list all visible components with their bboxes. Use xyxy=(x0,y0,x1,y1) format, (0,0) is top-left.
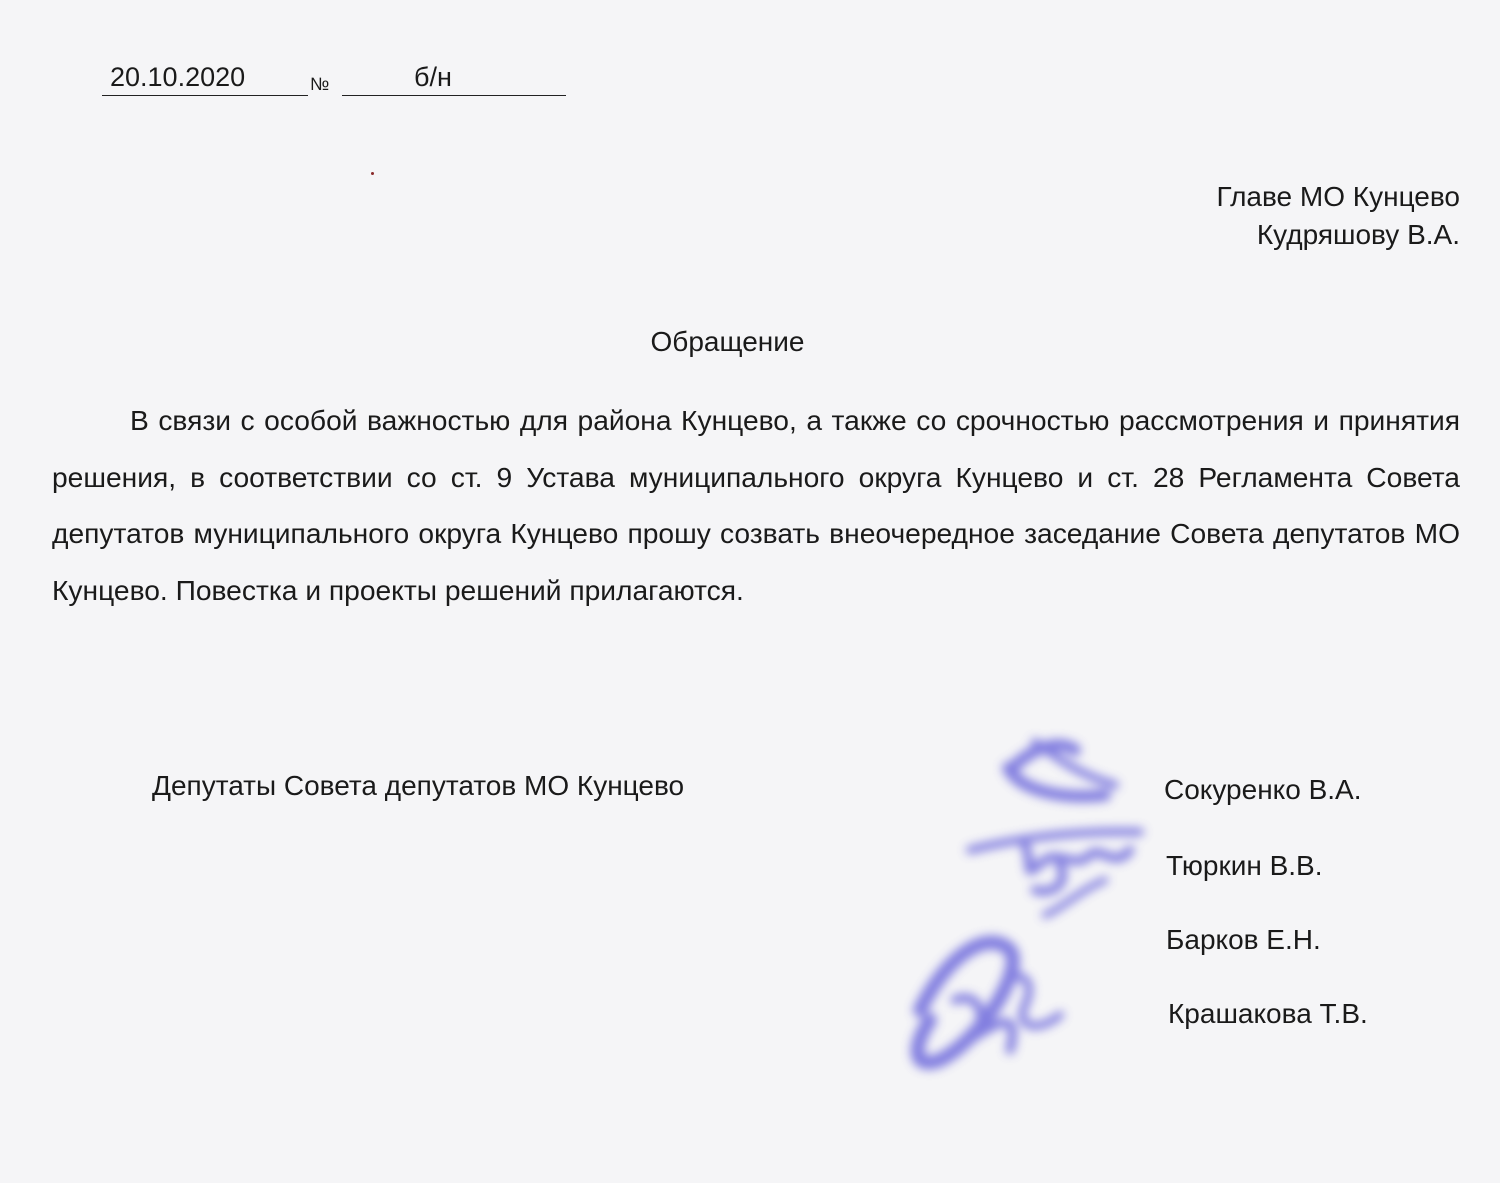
ink-speck xyxy=(371,172,374,175)
deputies-label: Депутаты Совета депутатов МО Кунцево xyxy=(152,770,685,801)
addressee-block xyxy=(1217,178,1461,254)
addressee-line-1: Главе МО Кунцево xyxy=(1216,181,1460,212)
signer-1: Сокуренко В.А. xyxy=(1164,774,1362,805)
signer-2: Тюркин В.В. xyxy=(1166,850,1323,881)
document-number: б/н xyxy=(342,58,566,96)
document-date: 20.10.2020 xyxy=(102,58,308,96)
document-body: В связи с особой важностью для района Кунцево, а также со срочностью рассмотрения и принятия решения, в соответствии со ст. 9 Устава муниципального округа Кунцево и ст. 28 Регламента Совета депутатов муниципального округа Кунцево прошу созвать внеочередное заседание Совета депутатов МО Кунцево. Повестка и проекты решений прилагаются. xyxy=(52,404,1460,606)
document-title: Обращение xyxy=(650,326,805,357)
signer-4: Крашакова Т.В. xyxy=(1168,998,1368,1029)
number-sign: № xyxy=(310,74,330,94)
addressee-line-2: Кудряшову В.А. xyxy=(1256,219,1460,250)
signer-3: Барков Е.Н. xyxy=(1166,924,1321,955)
document-header-line xyxy=(102,58,572,98)
handwritten-signatures xyxy=(860,720,1180,1100)
